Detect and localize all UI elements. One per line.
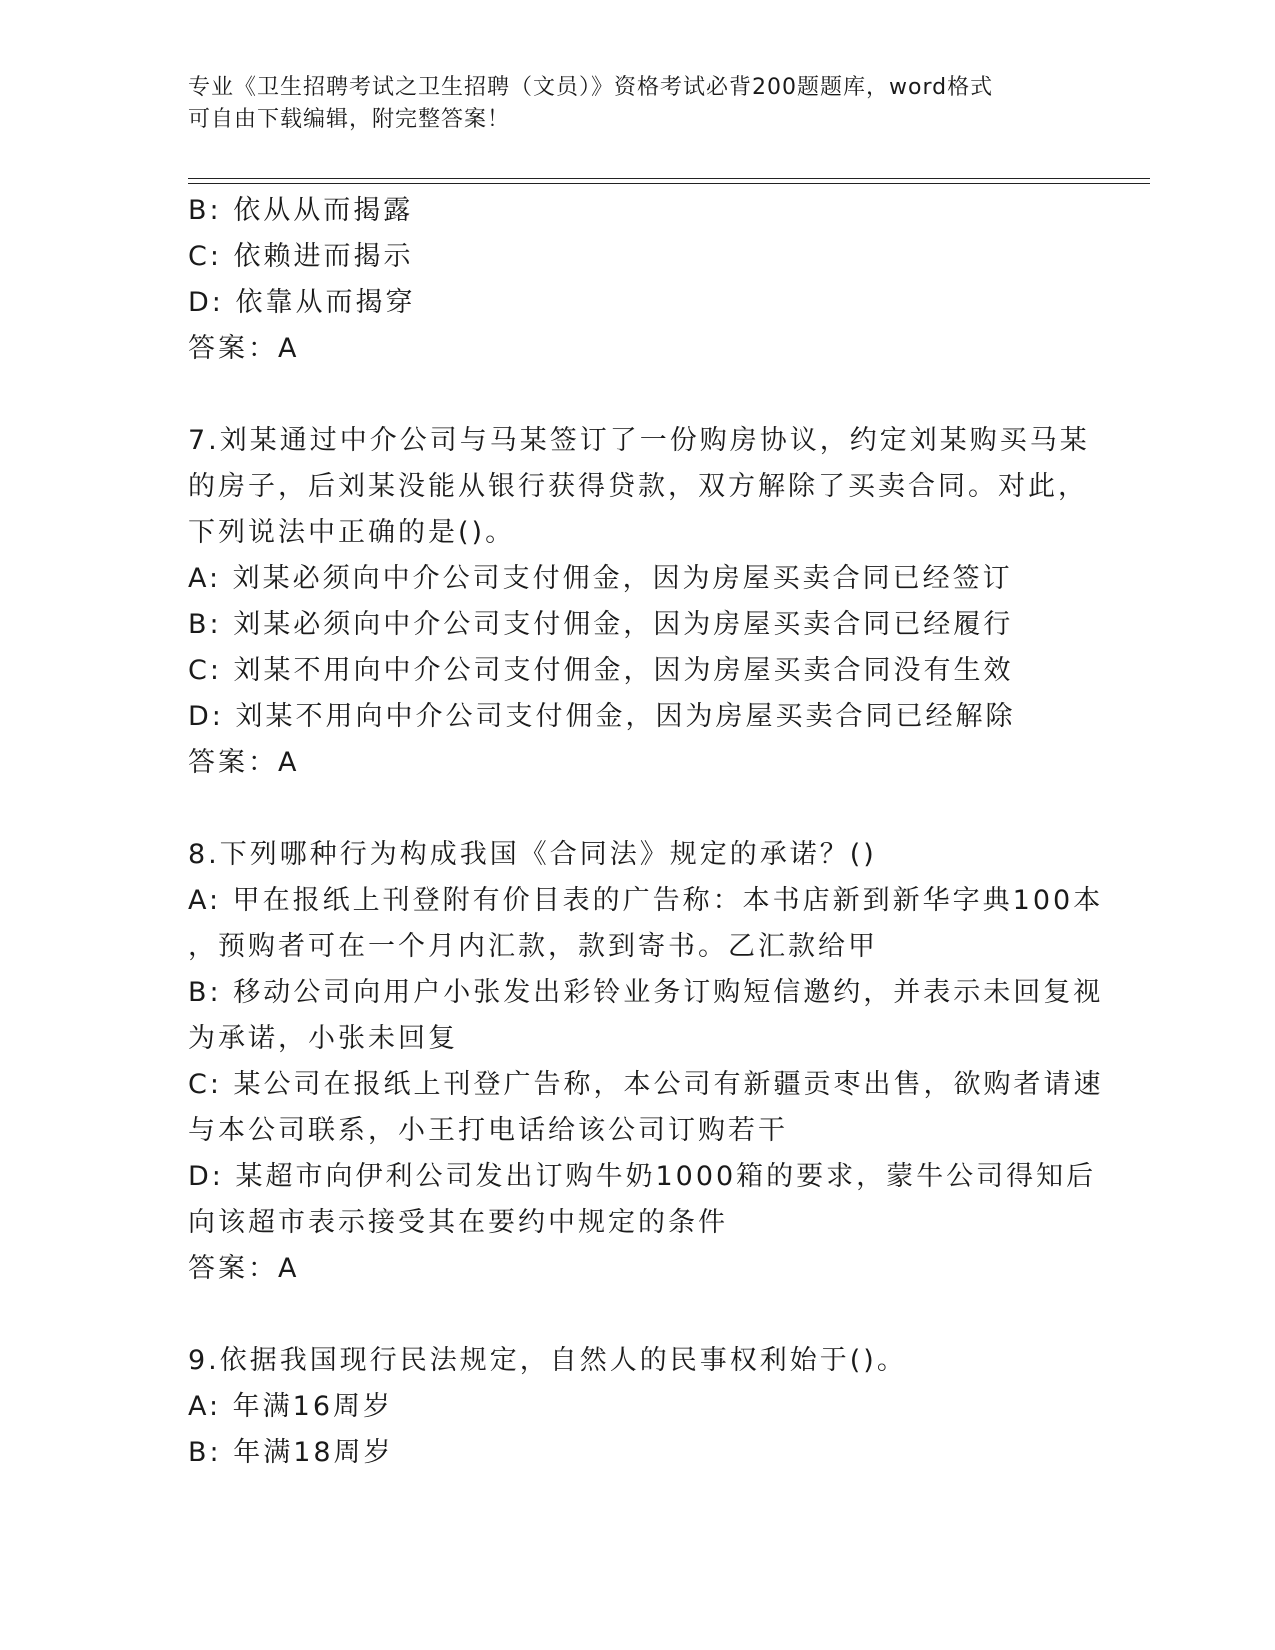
header-divider-top <box>188 178 1150 179</box>
option-a: A: 年满16周岁 <box>188 1391 394 1422</box>
page-header <box>188 72 1068 136</box>
option-a: A: 刘某必须向中介公司支付佣金，因为房屋买卖合同已经签订 <box>188 563 1013 594</box>
option-c: C: 依赖进而揭示 <box>188 241 414 272</box>
question-7 <box>188 418 1088 786</box>
spacer <box>188 372 1088 418</box>
question-stem-line: 下列说法中正确的是()。 <box>188 517 516 548</box>
question-8 <box>188 832 1104 1292</box>
option-a-line-2: ，预购者可在一个月内汇款，款到寄书。乙汇款给甲 <box>188 931 878 962</box>
option-c-line-1: C: 某公司在报纸上刊登广告称，本公司有新疆贡枣出售，欲购者请速 <box>188 1069 1104 1100</box>
option-b-line-1: B: 移动公司向用户小张发出彩铃业务订购短信邀约，并表示未回复视 <box>188 977 1104 1008</box>
question-6-tail <box>188 188 1088 372</box>
question-stem-line: 9.依据我国现行民法规定，自然人的民事权利始于()。 <box>188 1345 907 1376</box>
header-divider-bottom <box>188 183 1150 184</box>
answer-line: 答案：A <box>188 1253 300 1284</box>
option-d: D: 依靠从而揭穿 <box>188 287 416 318</box>
option-c-line-2: 与本公司联系，小王打电话给该公司订购若干 <box>188 1115 788 1146</box>
option-d: D: 刘某不用向中介公司支付佣金，因为房屋买卖合同已经解除 <box>188 701 1016 732</box>
question-stem-line: 8.下列哪种行为构成我国《合同法》规定的承诺？() <box>188 839 877 870</box>
option-b: B: 年满18周岁 <box>188 1437 394 1468</box>
answer-line: 答案：A <box>188 747 300 778</box>
option-b: B: 刘某必须向中介公司支付佣金，因为房屋买卖合同已经履行 <box>188 609 1014 640</box>
question-stem-line: 7.刘某通过中介公司与马某签订了一份购房协议，约定刘某购买马某 <box>188 425 1090 456</box>
option-d-line-2: 向该超市表示接受其在要约中规定的条件 <box>188 1207 728 1238</box>
option-a-line-1: A: 甲在报纸上刊登附有价目表的广告称：本书店新到新华字典100本 <box>188 885 1104 916</box>
option-b: B: 依从从而揭露 <box>188 195 414 226</box>
option-c: C: 刘某不用向中介公司支付佣金，因为房屋买卖合同没有生效 <box>188 655 1014 686</box>
option-d-line-1: D: 某超市向伊利公司发出订购牛奶1000箱的要求，蒙牛公司得知后 <box>188 1161 1097 1192</box>
spacer <box>188 786 1088 832</box>
header-title-line-2: 可自由下载编辑，附完整答案！ <box>188 107 511 132</box>
spacer <box>188 1292 1088 1338</box>
question-stem-line: 的房子，后刘某没能从银行获得贷款，双方解除了买卖合同。对此， <box>188 471 1088 502</box>
answer-line: 答案：A <box>188 333 300 364</box>
question-list <box>188 188 1104 1476</box>
header-title-line-1: 专业《卫生招聘考试之卫生招聘（文员）》资格考试必背200题题库，word格式 <box>188 75 994 100</box>
question-9 <box>188 1338 1088 1476</box>
option-b-line-2: 为承诺，小张未回复 <box>188 1023 458 1054</box>
